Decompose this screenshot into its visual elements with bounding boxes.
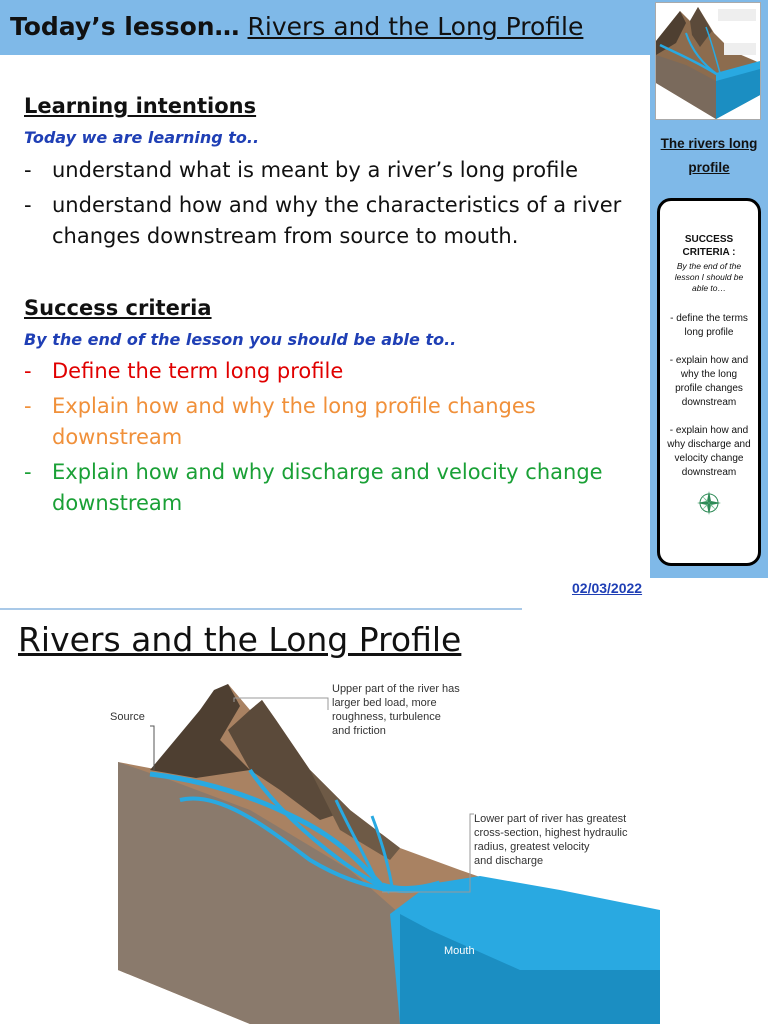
card-subheading: By the end of the lesson I should be able to…	[674, 261, 744, 293]
list-item	[24, 457, 624, 519]
bullet-marker: -	[24, 359, 32, 383]
lesson-date: 02/03/2022	[572, 580, 643, 596]
slide-title: Rivers and the Long Profile	[18, 620, 462, 659]
list-item-text: understand how and why the characteristics of a river changes downstream from source to mouth.	[52, 193, 622, 248]
success-criteria-card	[657, 198, 761, 566]
lower-note-line: radius, greatest velocity	[474, 841, 590, 853]
list-item-text: understand what is meant by a river’s long profile	[52, 158, 579, 182]
success-criteria-subheading: By the end of the lesson you should be able to..	[24, 330, 457, 349]
source-label: Source	[110, 711, 145, 723]
learning-intentions-heading: Learning intentions	[24, 94, 257, 118]
bullet-marker: -	[24, 158, 32, 182]
bullet-marker: -	[24, 193, 32, 217]
success-criteria-list	[24, 356, 624, 523]
mouth-label: Mouth	[444, 945, 475, 957]
card-heading: SUCCESS CRITERIA :	[682, 234, 736, 258]
compass-rose-icon	[696, 490, 722, 516]
thumbnail-diagram-image	[656, 3, 760, 119]
list-item-text: Explain how and why the long profile changes downstream	[52, 394, 536, 449]
river-long-profile-diagram	[100, 670, 660, 1024]
sidebar-title: The rivers long profile	[660, 136, 758, 175]
source-leader	[150, 726, 154, 770]
list-item	[24, 391, 624, 453]
upper-note-line: Upper part of the river has	[332, 683, 460, 695]
banner-text	[10, 12, 583, 41]
card-item: - explain how and why discharge and velocity change downstream	[667, 425, 751, 478]
lower-note-line: Lower part of river has greatest	[474, 813, 627, 825]
diagram-thumbnail	[655, 2, 761, 120]
list-item	[24, 155, 644, 186]
list-item-text: Define the term long profile	[52, 359, 344, 383]
lower-note-line: cross-section, highest hydraulic	[474, 827, 628, 839]
upper-note-line: larger bed load, more	[332, 697, 437, 709]
card-item: - define the terms long profile	[670, 313, 748, 338]
bullet-marker: -	[24, 394, 32, 418]
lesson-banner	[0, 0, 650, 55]
banner-topic: Rivers and the Long Profile	[247, 12, 584, 41]
list-item-text: Explain how and why discharge and velocity change downstream	[52, 460, 603, 515]
learning-intentions-list	[24, 155, 644, 256]
lower-note-line: and discharge	[474, 855, 544, 867]
success-criteria-heading: Success criteria	[24, 296, 212, 320]
banner-prefix: Today’s lesson…	[10, 12, 240, 41]
list-item	[24, 356, 624, 387]
slide-divider	[0, 608, 522, 610]
bullet-marker: -	[24, 460, 32, 484]
learning-intentions-subheading: Today we are learning to..	[24, 128, 260, 147]
upper-note-line: and friction	[332, 725, 386, 737]
card-item: - explain how and why the long profile changes downstream	[669, 355, 749, 408]
upper-note-line: roughness, turbulence	[332, 711, 441, 723]
list-item	[24, 190, 644, 252]
